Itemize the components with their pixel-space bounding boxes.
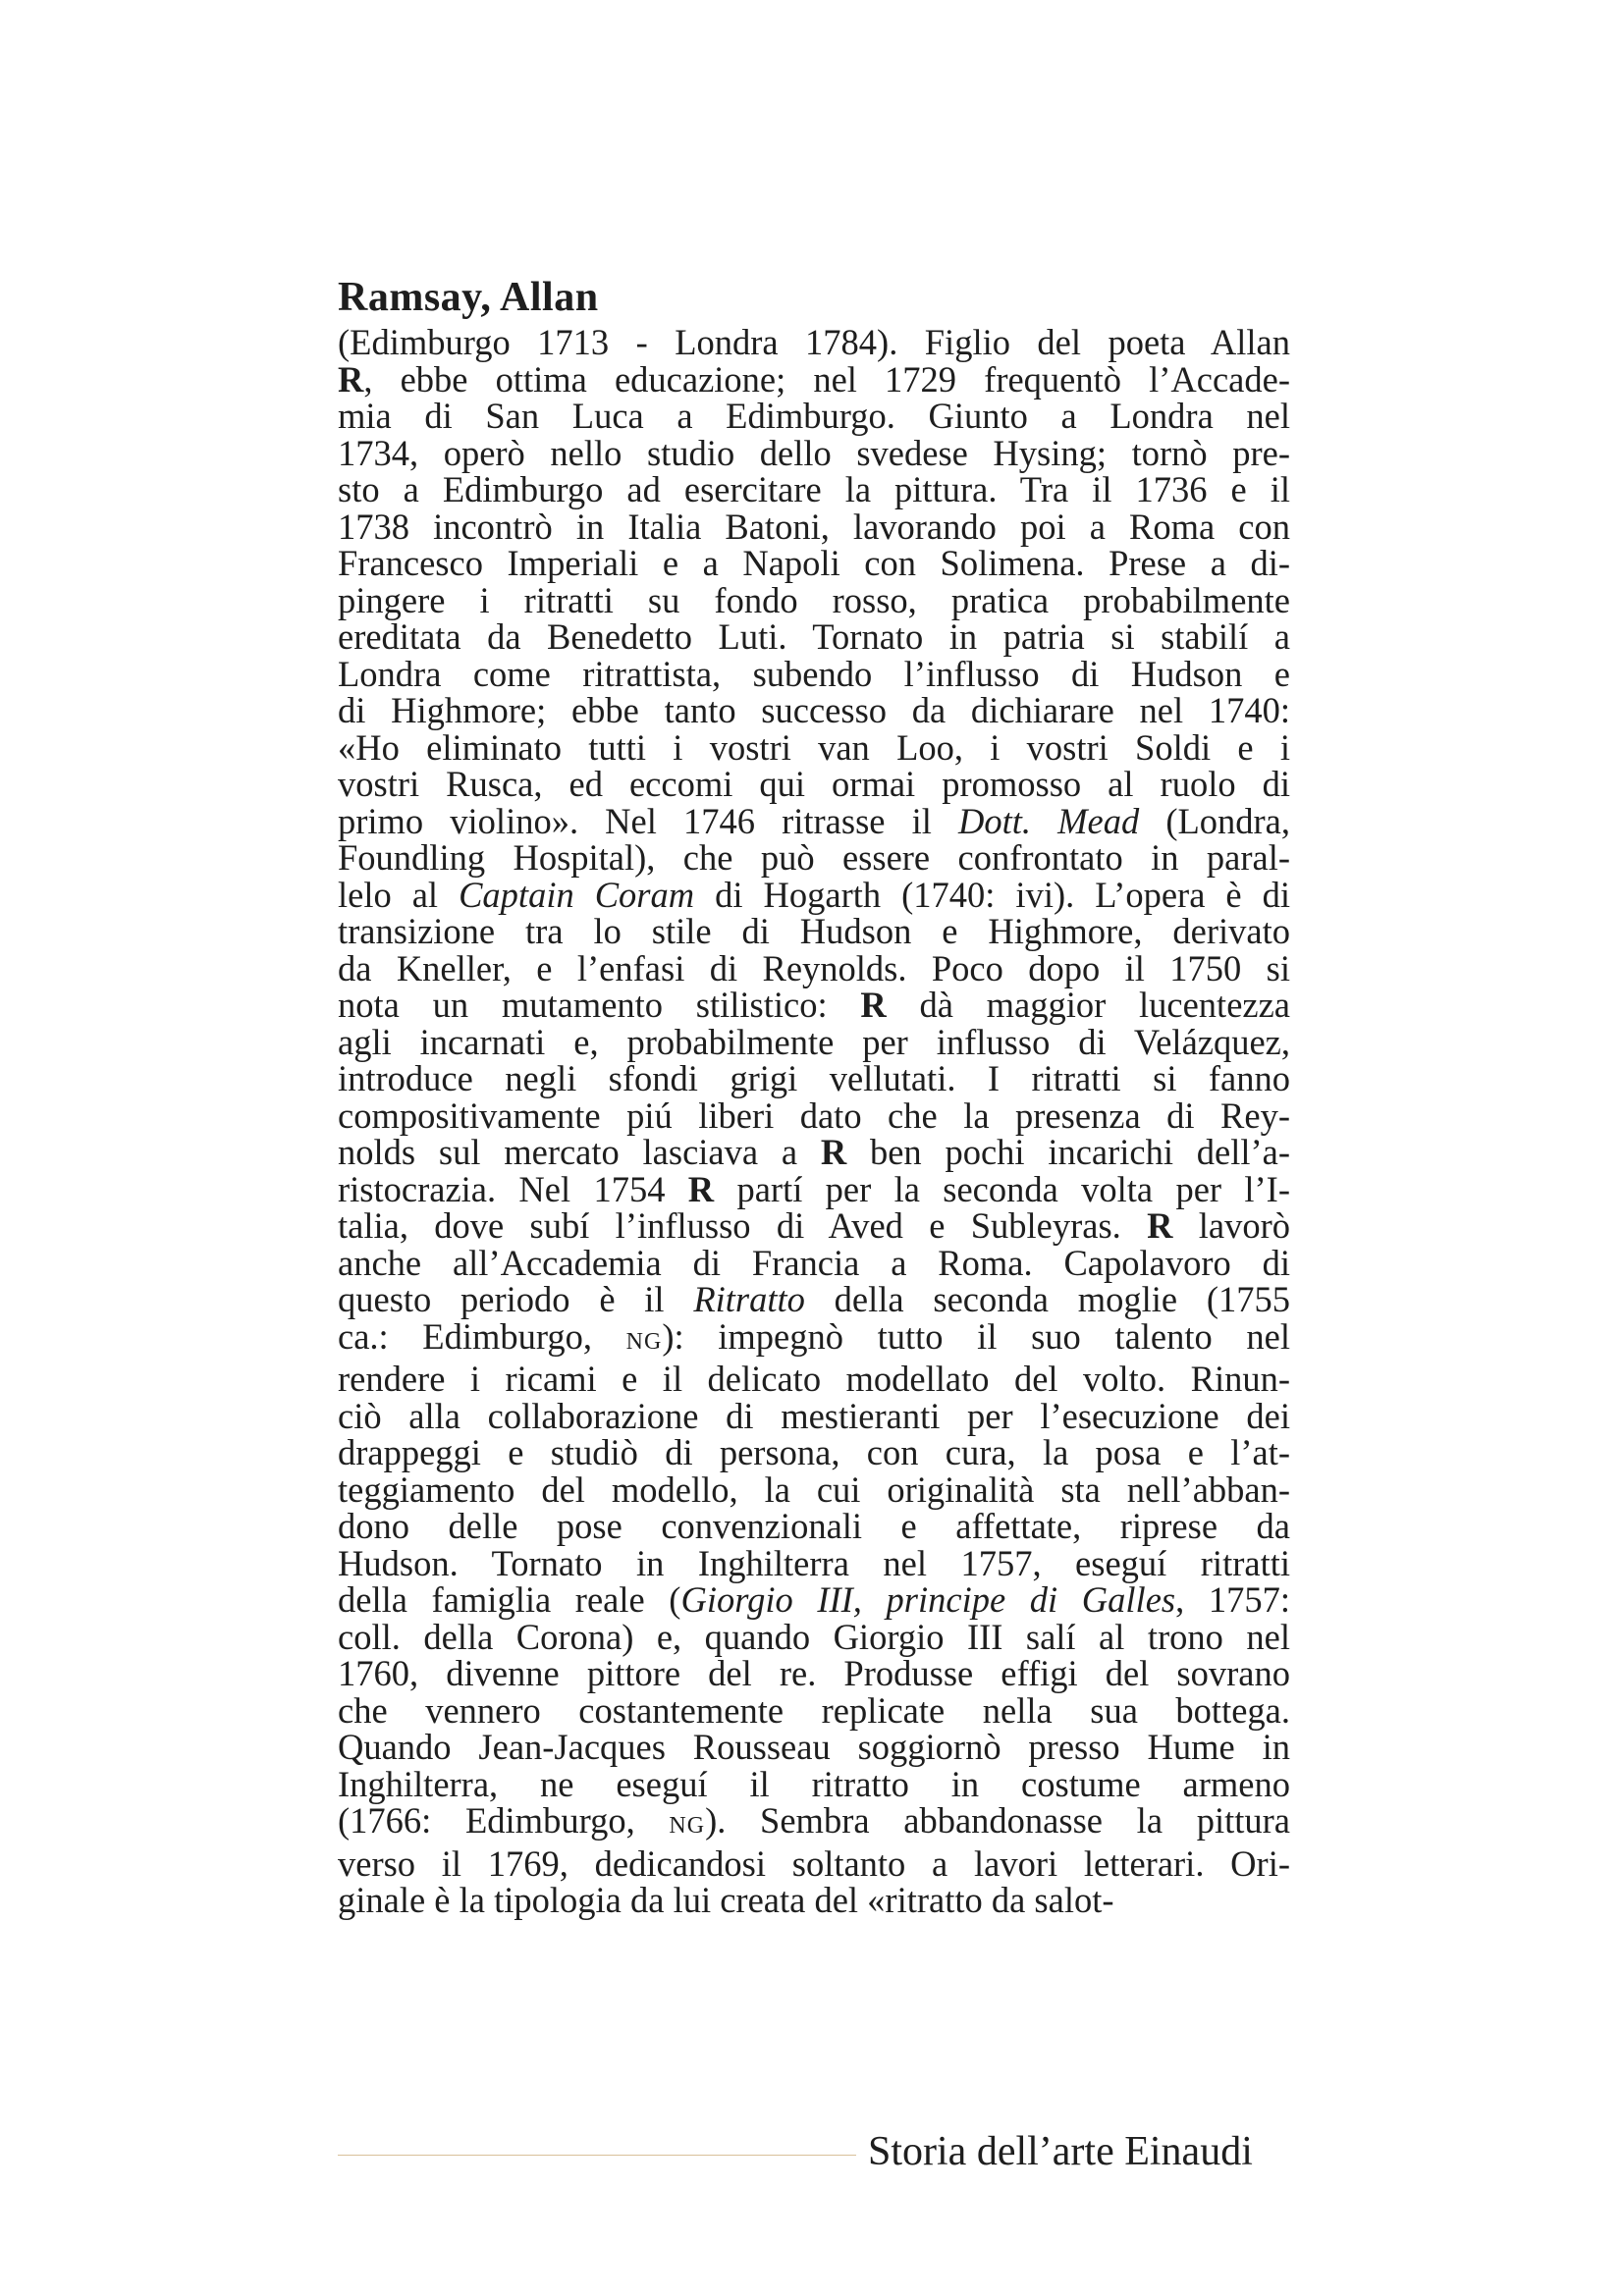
text-line — [338, 1060, 1290, 1097]
text-line — [338, 1655, 1290, 1692]
text-line — [338, 1168, 1290, 1209]
text-line — [338, 1763, 1290, 1804]
text-run: nota un mutamento stilistico: — [338, 985, 861, 1025]
text-line — [338, 1842, 1290, 1884]
entry-title: Ramsay, Allan — [338, 275, 599, 320]
text-line — [338, 987, 1290, 1024]
text-run: rendere i ricami e il delicato modellato del volto. Rinun- — [338, 1359, 1290, 1399]
text-line — [338, 1097, 1290, 1135]
text-run: (Londra, — [1139, 800, 1291, 841]
text-line — [338, 839, 1290, 877]
text-run: lavorò — [1172, 1205, 1291, 1246]
text-run: primo violino». Nel 1746 ritrasse il — [338, 800, 958, 841]
text-line — [338, 1281, 1290, 1318]
text-run: ginale è la tipologia da lui creata del «ritratto da salot- — [338, 1880, 1114, 1920]
text-run: sto a Edimburgo ad esercitare la pittura. Tra il 1736 e il — [338, 469, 1290, 509]
text-line — [338, 1508, 1290, 1545]
text-line — [338, 432, 1290, 473]
text-run: lelo al — [338, 874, 460, 915]
text-line — [338, 947, 1290, 988]
text-line — [338, 1581, 1290, 1619]
text-line — [338, 1395, 1290, 1436]
text-run: ristocrazia. Nel 1754 — [338, 1168, 688, 1209]
text-run: 1734, operò nello studio dello svedese Hysing; tornò pre- — [338, 432, 1290, 473]
text-line — [338, 579, 1290, 620]
text-line — [338, 766, 1290, 803]
text-line — [338, 653, 1290, 694]
text-line — [338, 1802, 1290, 1845]
text-run: agli incarnati e, probabilmente per influsso di Velázquez, — [338, 1021, 1290, 1062]
text-run: «Ho eliminato tutti i vostri van Loo, i vostri Soldi e i — [338, 726, 1290, 768]
text-run: ). Sembra abbandonasse la pittura — [705, 1800, 1290, 1841]
small-caps-abbrev: NG — [625, 1328, 663, 1355]
abbrev-bold: R — [1147, 1205, 1173, 1246]
text-line — [338, 1361, 1290, 1398]
entry-body — [338, 324, 1290, 1919]
text-run: della famiglia reale ( — [338, 1579, 681, 1620]
text-run: drappeggi e studiò di persona, con cura, la posa e l’at- — [338, 1432, 1290, 1472]
text-run: , ebbe ottima educazione; nel 1729 frequentò l’Accade- — [363, 358, 1290, 400]
text-line — [338, 398, 1290, 435]
text-run: da Kneller, e l’enfasi di Reynolds. Poco dopo il 1750 si — [338, 947, 1290, 988]
text-run: Hudson. Tornato in Inghilterra nel 1757, eseguí ritratti — [338, 1542, 1290, 1583]
text-run: ciò alla collaborazione di mestieranti per l’esecuzione dei — [338, 1395, 1290, 1436]
text-line — [338, 1689, 1290, 1731]
text-run: mia di San Luca a Edimburgo. Giunto a Londra nel — [338, 396, 1290, 436]
text-run: introduce negli sfondi grigi vellutati. I ritratti si fanno — [338, 1058, 1290, 1098]
abbrev-bold: R — [687, 1168, 715, 1209]
work-title-italic: Ritratto — [693, 1279, 805, 1319]
text-run: , 1757: — [1175, 1579, 1290, 1620]
text-run: 1760, divenne pittore del re. Produsse effigi del sovrano — [338, 1653, 1290, 1693]
abbrev-bold: R — [860, 985, 887, 1025]
footer-publication-title: Storia dell’arte Einaudi — [868, 2129, 1253, 2174]
text-run: pingere i ritratti su fondo rosso, pratica probabilmente — [338, 579, 1290, 620]
text-line — [338, 1021, 1290, 1062]
text-run: anche all’Accademia di Francia a Roma. Capolavoro di — [338, 1242, 1290, 1283]
text-line — [338, 1207, 1290, 1245]
text-run: Francesco Imperiali e a Napoli con Solimena. Prese a di- — [338, 543, 1290, 583]
text-run: vostri Rusca, ed eccomi qui ormai promosso al ruolo di — [338, 764, 1290, 804]
text-line — [338, 692, 1290, 729]
text-run: Inghilterra, ne eseguí il ritratto in costume armeno — [338, 1763, 1290, 1804]
text-line — [338, 1434, 1290, 1471]
text-run: Foundling Hospital), che può essere confrontato in paral- — [338, 837, 1290, 878]
text-run: transizione tra lo stile di Hudson e Highmore, derivato — [338, 911, 1290, 951]
text-run: ca.: Edimburgo, — [338, 1315, 626, 1357]
text-run: verso il 1769, dedicandosi soltanto a lavori letterari. Ori- — [338, 1842, 1290, 1884]
text-run: Londra come ritrattista, subendo l’influsso di Hudson e — [338, 653, 1290, 694]
text-line — [338, 1616, 1290, 1657]
text-run: questo periodo è il — [338, 1279, 694, 1319]
work-title-italic: Giorgio III, principe di Galles — [680, 1579, 1176, 1620]
text-line — [338, 324, 1290, 361]
text-run: nolds sul mercato lasciava a — [338, 1132, 821, 1172]
text-run: che vennero costantemente replicate nella sua bottega. — [338, 1689, 1290, 1731]
text-run: 1738 incontrò in Italia Batoni, lavorando poi a Roma con — [338, 506, 1290, 547]
text-run: teggiamento del modello, la cui originalità sta nell’abban- — [338, 1468, 1290, 1510]
text-run: della seconda moglie (1755 — [804, 1279, 1290, 1319]
text-line — [338, 1882, 1290, 1919]
text-line — [338, 1729, 1290, 1766]
work-title-italic: Captain Coram — [459, 874, 695, 915]
text-run: dà maggior lucentezza — [886, 985, 1291, 1025]
text-line — [338, 800, 1291, 841]
footer-rule — [338, 2155, 856, 2156]
small-caps-abbrev: NG — [669, 1813, 706, 1839]
text-run: talia, dove subí l’influsso di Aved e Subleyras. — [338, 1205, 1148, 1246]
text-run: partí per la seconda volta per l’I- — [714, 1168, 1290, 1209]
text-run: di Highmore; ebbe tanto successo da dichiarare nel 1740: — [338, 690, 1290, 730]
text-line — [338, 508, 1290, 546]
text-run: ): impegnò tutto il suo talento nel — [662, 1315, 1290, 1357]
text-run: ereditata da Benedetto Luti. Tornato in patria si stabilí a — [338, 616, 1290, 657]
text-line — [338, 1542, 1290, 1583]
abbrev-bold: R — [820, 1132, 847, 1172]
text-line — [338, 913, 1290, 950]
text-line — [338, 1315, 1290, 1362]
text-run: dono delle pose convenzionali e affettate, riprese da — [338, 1506, 1290, 1546]
text-line — [338, 1468, 1290, 1510]
work-title-italic: Dott. Mead — [957, 800, 1140, 841]
text-run: coll. della Corona) e, quando Giorgio III salí al trono nel — [338, 1616, 1290, 1657]
text-run: ben pochi incarichi dell’a- — [846, 1132, 1291, 1172]
text-line — [338, 471, 1290, 508]
abbrev-bold: R — [338, 358, 364, 400]
text-line — [338, 358, 1290, 400]
text-line — [338, 545, 1290, 582]
text-run: (1766: Edimburgo, — [338, 1800, 670, 1841]
text-line — [338, 1242, 1290, 1283]
text-line — [338, 726, 1290, 768]
text-run: di Hogarth (1740: ivi). L’opera è di — [694, 874, 1290, 915]
text-run: compositivamente piú liberi dato che la presenza di Rey- — [338, 1095, 1290, 1136]
text-line — [338, 874, 1290, 915]
text-run: Quando Jean-Jacques Rousseau soggiornò presso Hume in — [338, 1727, 1290, 1767]
text-run: (Edimburgo 1713 - Londra 1784). Figlio del poeta Allan — [338, 322, 1290, 362]
text-line — [338, 618, 1290, 656]
text-line — [338, 1134, 1290, 1171]
